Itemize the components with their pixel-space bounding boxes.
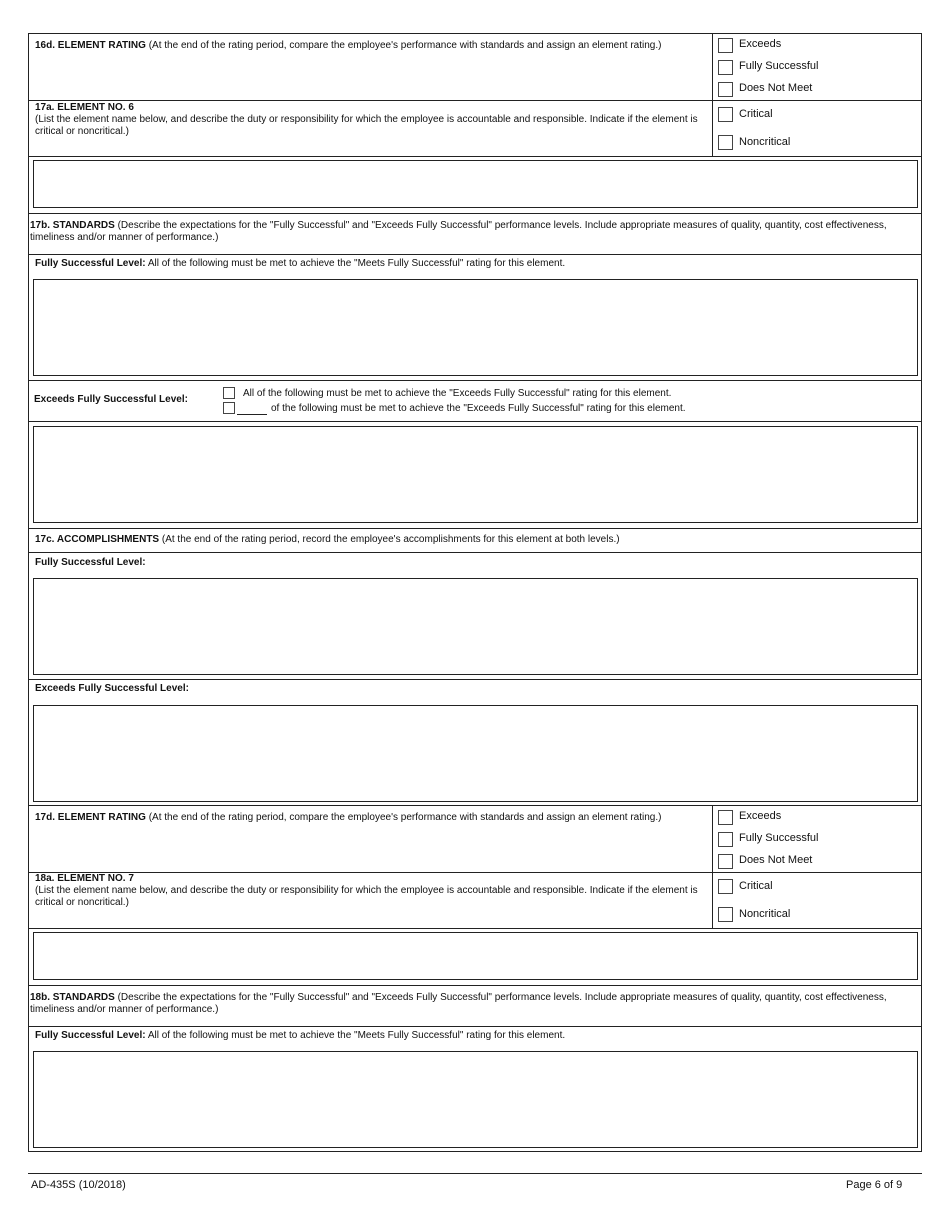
divider <box>28 552 922 553</box>
footer-rule <box>28 1173 922 1174</box>
rating-does-not-meet-label: Does Not Meet <box>739 82 813 94</box>
section-17b-heading: 17b. STANDARDS <box>30 220 115 231</box>
divider <box>28 679 922 680</box>
section-18b-fs-label: Fully Successful Level: <box>35 1030 146 1041</box>
section-17b-fs-description: All of the following must be met to achieve the "Meets Fully Successful" rating for this element. <box>145 258 566 269</box>
rating-exceeds-checkbox[interactable] <box>718 38 733 53</box>
section-17b-text <box>30 220 915 244</box>
critical-checkbox[interactable] <box>718 879 733 894</box>
efs-count-checkbox[interactable] <box>223 402 235 414</box>
section-17c-fs-label <box>35 557 146 569</box>
divider <box>28 421 922 422</box>
section-18b-text <box>30 992 915 1016</box>
rating-does-not-meet-checkbox[interactable] <box>718 82 733 97</box>
noncritical-checkbox[interactable] <box>718 907 733 922</box>
rating-exceeds-label: Exceeds <box>739 38 782 50</box>
divider <box>28 928 922 929</box>
section-17b-fs-label: Fully Successful Level: <box>35 258 146 269</box>
section-18b-fs-description: All of the following must be met to achieve the "Meets Fully Successful" rating for this element. <box>145 1030 566 1041</box>
section-18a-description: (List the element name below, and describe the duty or responsibility for which the employee is accountable and responsible. Indicate if the element is critical or noncritical.) <box>35 885 698 908</box>
section-17b-description: (Describe the expectations for the "Fully Successful" and "Exceeds Fully Successful" performance levels. Include appropriate measures of quality, quantity, cost effectiveness, timeliness and/or manner of performance.) <box>30 220 887 243</box>
efs-count-blank[interactable] <box>237 414 267 415</box>
section-17a-heading: 17a. ELEMENT NO. 6 <box>35 102 134 113</box>
efs-count-label: of the following must be met to achieve the "Exceeds Fully Successful" rating for this element. <box>271 403 686 414</box>
rating-exceeds-label: Exceeds <box>739 810 782 822</box>
divider <box>28 213 922 214</box>
section-17a-description: (List the element name below, and describe the duty or responsibility for which the employee is accountable and responsible. Indicate if the element is critical or noncritical.) <box>35 114 698 137</box>
efs-all-label: All of the following must be met to achieve the "Exceeds Fully Successful" rating for this element. <box>243 388 672 399</box>
section-16d-description: (At the end of the rating period, compare the employee's performance with standards and assign an element rating.) <box>145 40 662 51</box>
section-16d-heading: 16d. ELEMENT RATING <box>35 40 146 51</box>
section-18b-fs-text <box>35 1030 915 1042</box>
section-18a-heading: 18a. ELEMENT NO. 7 <box>35 873 134 884</box>
critical-checkbox[interactable] <box>718 107 733 122</box>
section-17a-text <box>35 102 700 138</box>
divider <box>28 100 922 101</box>
standards-exceeds-textarea[interactable] <box>33 426 918 523</box>
noncritical-checkbox[interactable] <box>718 135 733 150</box>
critical-label: Critical <box>739 880 773 892</box>
rating-exceeds-checkbox[interactable] <box>718 810 733 825</box>
section-17d-description: (At the end of the rating period, compare the employee's performance with standards and assign an element rating.) <box>145 812 662 823</box>
section-17c-description: (At the end of the rating period, record the employee's accomplishments for this element at both levels.) <box>159 534 620 545</box>
divider <box>712 805 713 928</box>
divider <box>712 33 713 156</box>
section-17b-efs-label <box>34 394 188 406</box>
section-16d-text <box>35 40 710 52</box>
divider <box>28 380 922 381</box>
divider <box>28 985 922 986</box>
element-7-name-textarea[interactable] <box>33 932 918 980</box>
section-18b-heading: 18b. STANDARDS <box>30 992 115 1003</box>
divider <box>28 1026 922 1027</box>
rating-does-not-meet-checkbox[interactable] <box>718 854 733 869</box>
section-18a-text <box>35 873 700 909</box>
accomplishments-exceeds-textarea[interactable] <box>33 705 918 802</box>
noncritical-label: Noncritical <box>739 136 791 148</box>
standards-fully-successful-textarea[interactable] <box>33 279 918 376</box>
standards-18b-fully-successful-textarea[interactable] <box>33 1051 918 1148</box>
accomplishments-fs-label: Fully Successful Level: <box>35 557 146 568</box>
section-17d-heading: 17d. ELEMENT RATING <box>35 812 146 823</box>
page-number: Page 6 of 9 <box>846 1179 903 1191</box>
noncritical-label: Noncritical <box>739 908 791 920</box>
accomplishments-efs-label: Exceeds Fully Successful Level: <box>35 683 189 694</box>
rating-fully-successful-label: Fully Successful <box>739 832 819 844</box>
accomplishments-fully-successful-textarea[interactable] <box>33 578 918 675</box>
rating-fully-successful-label: Fully Successful <box>739 60 819 72</box>
section-17c-heading: 17c. ACCOMPLISHMENTS <box>35 534 160 545</box>
rating-fully-successful-checkbox[interactable] <box>718 60 733 75</box>
rating-fully-successful-checkbox[interactable] <box>718 832 733 847</box>
efs-all-checkbox[interactable] <box>223 387 235 399</box>
divider <box>28 156 922 157</box>
rating-does-not-meet-label: Does Not Meet <box>739 854 813 866</box>
critical-label: Critical <box>739 108 773 120</box>
element-6-name-textarea[interactable] <box>33 160 918 208</box>
section-17c-efs-label <box>35 683 189 695</box>
section-17d-text <box>35 812 710 824</box>
section-17b-fs-text <box>35 258 915 270</box>
section-18b-description: (Describe the expectations for the "Fully Successful" and "Exceeds Fully Successful" performance levels. Include appropriate measures of quality, quantity, cost effectiveness, timeliness and/or manner of performance.) <box>30 992 887 1015</box>
divider <box>28 528 922 529</box>
section-17c-text <box>35 534 915 546</box>
efs-label-text: Exceeds Fully Successful Level: <box>34 394 188 405</box>
divider <box>28 805 922 806</box>
divider <box>28 254 922 255</box>
form-id: AD-435S (10/2018) <box>31 1179 126 1191</box>
